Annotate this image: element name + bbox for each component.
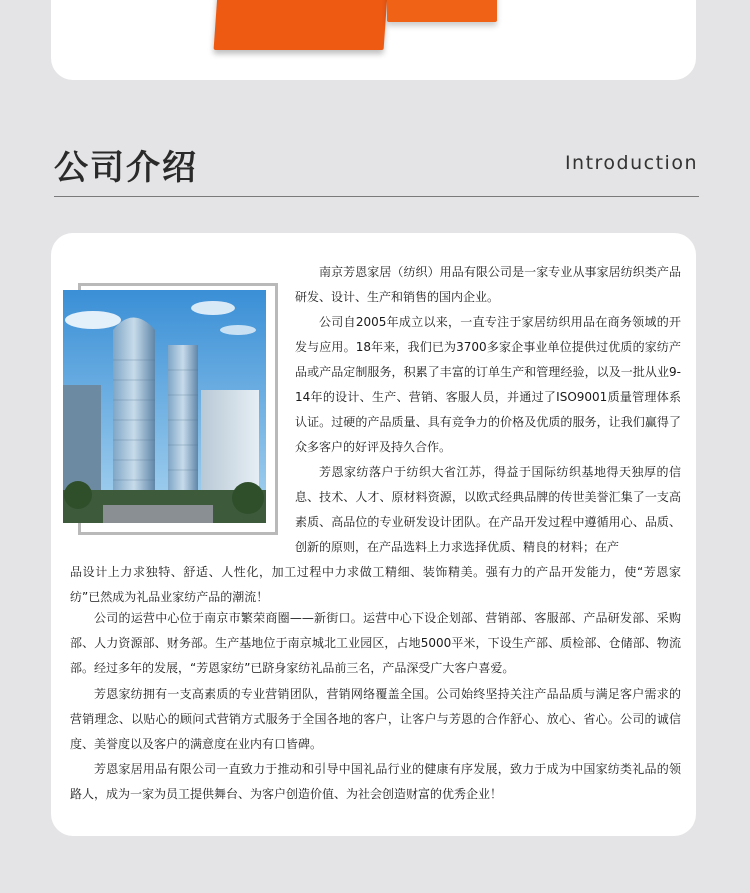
- intro-paragraph-3-start: 芳恩家纺落户于纺织大省江苏，得益于国际纺织基地得天独厚的信息、技术、人才、原材料资源，以欧式经典品牌的传世美誉汇集了一支高素质、高品位的专业研发设计团队。在产品开发过程中遵循用心、品质、创新的原则，在产品选料上力求选择优质、精良的材料；在产: [295, 465, 681, 554]
- intro-paragraph-3-end: 品设计上力求独特、舒适、人性化，加工过程中力求做工精细、装饰精美。强有力的产品开发能力，使“芳恩家纺”已然成为礼品业家纺产品的潮流！: [70, 565, 681, 604]
- intro-paragraph-1: 南京芳恩家居（纺织）用品有限公司是一家专业从事家居纺织类产品研发、设计、生产和销售的国内企业。: [295, 265, 681, 304]
- section-title: 公司介绍: [54, 148, 198, 188]
- intro-paragraph-2: 公司自2005年成立以来，一直专注于家居纺织用品在商务领域的开发与应用。18年来，我们已为3700多家企事业单位提供过优质的家纺产品或产品定制服务，积累了丰富的订单生产和管理经验，以及一批从业9-14年的设计、生产、营销、客服人员，并通过了ISO9001质量管理体系认证。过硬的产品质量、具有竞争力的价格及优质的服务，让我们赢得了众多客户的好评及持久合作。: [295, 315, 681, 454]
- office-building-photo: [63, 290, 266, 523]
- intro-paragraph-6: 芳恩家居用品有限公司一直致力于推动和引导中国礼品行业的健康有序发展，致力于成为中国家纺类礼品的领路人，成为一家为员工提供舞台、为客户创造价值、为社会创造财富的优秀企业！: [70, 762, 681, 801]
- title-divider: [54, 196, 699, 197]
- product-image-card: [51, 0, 696, 80]
- gift-box-image: [214, 0, 389, 50]
- section-subtitle: Introduction: [564, 152, 698, 174]
- gift-box-side-image: [387, 0, 497, 22]
- intro-paragraph-5: 芳恩家纺拥有一支高素质的专业营销团队，营销网络覆盖全国。公司始终坚持关注产品品质与满足客户需求的营销理念、以贴心的顾问式营销方式服务于全国各地的客户，让客户与芳恩的合作舒心、放心、省心。公司的诚信度、美誉度以及客户的满意度在业内有口皆碑。: [70, 687, 681, 751]
- intro-paragraph-4: 公司的运营中心位于南京市繁荣商圈——新街口。运营中心下设企划部、营销部、客服部、产品研发部、采购部、人力资源部、财务部。生产基地位于南京城北工业园区，占地5000平米，下设生产部、质检部、仓储部、物流部。经过多年的发展，“芳恩家纺”已跻身家纺礼品前三名，产品深受广大客户喜爱。: [70, 611, 681, 675]
